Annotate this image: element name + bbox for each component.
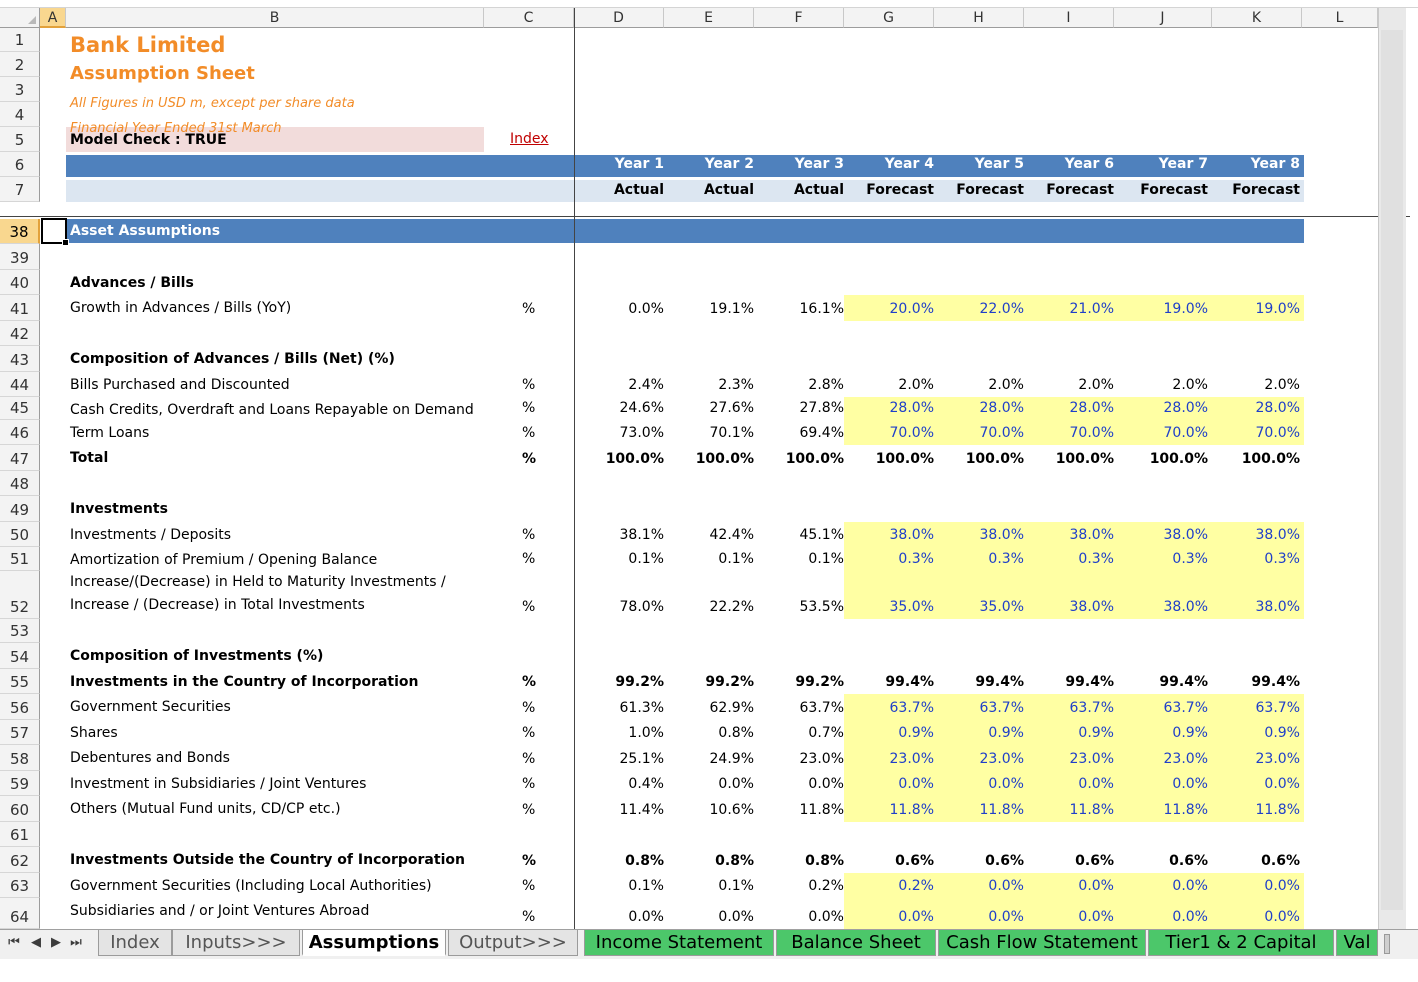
value-r64-y4: 0.0% [898,909,934,925]
model-check-status: Model Check : TRUE [70,132,227,148]
row-header-42[interactable]: 42 [0,321,40,346]
row-label-58: Debentures and Bonds [70,750,230,766]
value-r58-y2: 24.9% [709,751,754,767]
row-label-55: Investments in the Country of Incorporation [70,674,419,690]
row-label-54: Composition of Investments (%) [70,648,324,664]
row-header-1[interactable]: 1 [0,28,40,52]
value-r51-y2: 0.1% [718,551,754,567]
value-r62-y3: 0.8% [805,853,844,869]
value-r50-y8: 38.0% [1255,527,1300,543]
value-r56-y3: 63.7% [799,700,844,716]
year-header-7: Year 7 [1158,156,1208,172]
value-r60-y5: 11.8% [979,802,1024,818]
value-r60-y4: 11.8% [889,802,934,818]
column-header-h[interactable]: H [934,8,1024,28]
year-header-3: Year 3 [794,156,844,172]
column-header-k[interactable]: K [1212,8,1302,28]
value-r51-y4: 0.3% [898,551,934,567]
row-header-2[interactable]: 2 [0,52,40,77]
value-r59-y2: 0.0% [718,776,754,792]
year-header-6: Year 6 [1064,156,1114,172]
value-r44-y7: 2.0% [1172,377,1208,393]
unit-62: % [522,853,537,869]
value-r60-y3: 11.8% [799,802,844,818]
row-header-64[interactable]: 64 [0,898,40,929]
value-r58-y5: 23.0% [979,751,1024,767]
value-r44-y8: 2.0% [1264,377,1300,393]
value-r62-y6: 0.6% [1075,853,1114,869]
row-label-51: Amortization of Premium / Opening Balance [70,552,378,568]
year-header-5: Year 5 [974,156,1024,172]
row-header-52[interactable]: 52 [0,571,40,619]
row-header-46[interactable]: 46 [0,420,40,445]
value-r57-y5: 0.9% [988,725,1024,741]
value-r58-y1: 25.1% [619,751,664,767]
row-header-47[interactable]: 47 [0,445,40,471]
value-r45-y4: 28.0% [889,400,934,416]
value-r63-y7: 0.0% [1172,878,1208,894]
value-r41-y5: 22.0% [979,301,1024,317]
row-label-63: Government Securities (Including Local Authorities) [70,878,432,894]
value-r51-y3: 0.1% [808,551,844,567]
value-r41-y2: 19.1% [709,301,754,317]
row-label-47: Total [70,450,109,466]
value-r44-y5: 2.0% [988,377,1024,393]
value-r64-y2: 0.0% [718,909,754,925]
value-r56-y7: 63.7% [1163,700,1208,716]
value-r60-y2: 10.6% [709,802,754,818]
value-r63-y3: 0.2% [808,878,844,894]
units-note: All Figures in USD m, except per share data [70,96,355,111]
page-title: Bank Limited [70,33,226,57]
value-r51-y8: 0.3% [1264,551,1300,567]
period-type-5: Forecast [956,182,1024,198]
value-r59-y7: 0.0% [1172,776,1208,792]
period-type-7: Forecast [1140,182,1208,198]
value-r51-y1: 0.1% [628,551,664,567]
row-label-52-line2: Increase / (Decrease) in Total Investments [70,597,365,613]
unit-52: % [522,599,536,615]
value-r52-y4: 35.0% [889,599,934,615]
value-r55-y2: 99.2% [705,674,754,690]
row-header-44[interactable]: 44 [0,372,40,397]
value-r47-y3: 100.0% [785,451,844,467]
value-r46-y7: 70.0% [1163,425,1208,441]
freeze-pane-horizontal [0,216,1410,217]
value-r62-y4: 0.6% [895,853,934,869]
value-r52-y5: 35.0% [979,599,1024,615]
row-header-50[interactable]: 50 [0,522,40,547]
value-r46-y8: 70.0% [1255,425,1300,441]
row-label-49: Investments [70,501,168,517]
row-header-57[interactable]: 57 [0,720,40,745]
unit-55: % [522,674,537,690]
sheet-tab-index[interactable]: Index [98,930,172,956]
value-r46-y1: 73.0% [619,425,664,441]
row-header-39[interactable]: 39 [0,244,40,270]
value-r57-y4: 0.9% [898,725,934,741]
value-r51-y7: 0.3% [1172,551,1208,567]
value-r41-y7: 19.0% [1163,301,1208,317]
value-r47-y6: 100.0% [1055,451,1114,467]
row-header-48[interactable]: 48 [0,471,40,496]
section-header-band [66,219,1304,243]
value-r55-y4: 99.4% [885,674,934,690]
unit-56: % [522,700,536,716]
row-header-38[interactable]: 38 [0,219,40,244]
row-header-43[interactable]: 43 [0,346,40,372]
value-r56-y6: 63.7% [1069,700,1114,716]
value-r52-y3: 53.5% [799,599,844,615]
value-r55-y7: 99.4% [1159,674,1208,690]
row-label-46: Term Loans [70,425,150,441]
column-header-g[interactable]: G [844,8,934,28]
sheet-tab-assumptions[interactable]: Assumptions [302,930,446,956]
vertical-scroll-thumb[interactable] [1381,30,1403,910]
value-r59-y4: 0.0% [898,776,934,792]
value-r45-y1: 24.6% [619,400,664,416]
value-r63-y2: 0.1% [718,878,754,894]
sheet-tab-inputs[interactable]: Inputs>>> [172,930,300,956]
value-r45-y7: 28.0% [1163,400,1208,416]
value-r50-y5: 38.0% [979,527,1024,543]
sheet-tab-balance-sheet[interactable]: Balance Sheet [776,930,936,956]
value-r45-y8: 28.0% [1255,400,1300,416]
value-r47-y8: 100.0% [1241,451,1300,467]
value-r47-y2: 100.0% [695,451,754,467]
unit-46: % [522,425,536,441]
unit-51: % [522,551,536,567]
value-r52-y8: 38.0% [1255,599,1300,615]
value-r56-y4: 63.7% [889,700,934,716]
value-r58-y3: 23.0% [799,751,844,767]
unit-60: % [522,802,536,818]
freeze-pane-vertical [574,8,575,929]
value-r47-y1: 100.0% [605,451,664,467]
value-r55-y6: 99.4% [1065,674,1114,690]
period-type-6: Forecast [1046,182,1114,198]
column-header-l[interactable]: L [1302,8,1378,28]
period-type-8: Forecast [1232,182,1300,198]
row-label-56: Government Securities [70,699,231,715]
value-r56-y8: 63.7% [1255,700,1300,716]
row-label-62: Investments Outside the Country of Incorporation [70,852,465,868]
unit-50: % [522,527,536,543]
unit-44: % [522,377,536,393]
value-r59-y8: 0.0% [1264,776,1300,792]
next-sheet-icon[interactable]: ▶ [51,935,61,950]
value-r58-y6: 23.0% [1069,751,1114,767]
formula-bar-edge [0,0,1418,8]
value-r50-y3: 45.1% [799,527,844,543]
value-r46-y5: 70.0% [979,425,1024,441]
value-r55-y3: 99.2% [795,674,844,690]
column-header-i[interactable]: I [1024,8,1114,28]
value-r47-y5: 100.0% [965,451,1024,467]
value-r64-y1: 0.0% [628,909,664,925]
value-r58-y7: 23.0% [1163,751,1208,767]
value-r45-y3: 27.8% [799,400,844,416]
value-r44-y1: 2.4% [628,377,664,393]
period-type-1: Actual [613,182,664,198]
value-r41-y8: 19.0% [1255,301,1300,317]
row-label-50: Investments / Deposits [70,527,232,543]
unit-47: % [522,451,537,467]
row-label-43: Composition of Advances / Bills (Net) (%) [70,351,395,367]
value-r52-y6: 38.0% [1069,599,1114,615]
unit-58: % [522,751,536,767]
value-r63-y1: 0.1% [628,878,664,894]
row-label-59: Investment in Subsidiaries / Joint Ventures [70,776,367,792]
value-r63-y8: 0.0% [1264,878,1300,894]
unit-63: % [522,878,536,894]
active-cell-a38[interactable] [41,218,67,244]
row-label-44: Bills Purchased and Discounted [70,377,290,393]
row-header-56[interactable]: 56 [0,694,40,720]
column-header-f[interactable]: F [754,8,844,28]
column-header-d[interactable]: D [574,8,664,28]
value-r46-y3: 69.4% [799,425,844,441]
row-label-41: Growth in Advances / Bills (YoY) [70,300,292,316]
value-r64-y5: 0.0% [988,909,1024,925]
value-r58-y8: 23.0% [1255,751,1300,767]
year-header-4: Year 4 [884,156,934,172]
value-r57-y2: 0.8% [718,725,754,741]
value-r44-y3: 2.8% [808,377,844,393]
tab-split-handle[interactable] [1384,934,1390,954]
row-header-4[interactable]: 4 [0,102,40,127]
period-type-4: Forecast [866,182,934,198]
value-r51-y6: 0.3% [1078,551,1114,567]
row-header-60[interactable]: 60 [0,796,40,822]
value-r56-y1: 61.3% [619,700,664,716]
value-r63-y4: 0.2% [898,878,934,894]
row-header-6[interactable]: 6 [0,152,40,177]
row-header-62[interactable]: 62 [0,847,40,873]
prev-sheet-icon[interactable]: ◀ [31,935,41,950]
value-r59-y5: 0.0% [988,776,1024,792]
column-header-j[interactable]: J [1114,8,1212,28]
sheet-tab-income-statement[interactable]: Income Statement [584,930,774,956]
value-r63-y6: 0.0% [1078,878,1114,894]
value-r41-y3: 16.1% [799,301,844,317]
value-r59-y6: 0.0% [1078,776,1114,792]
row-header-51[interactable]: 51 [0,547,40,571]
value-r64-y6: 0.0% [1078,909,1114,925]
value-r58-y4: 23.0% [889,751,934,767]
value-r57-y7: 0.9% [1172,725,1208,741]
value-r64-y3: 0.0% [808,909,844,925]
row-header-55[interactable]: 55 [0,669,40,694]
value-r55-y5: 99.4% [975,674,1024,690]
year-header-2: Year 2 [704,156,754,172]
value-r55-y1: 99.2% [615,674,664,690]
row-header-41[interactable]: 41 [0,295,40,321]
value-r62-y7: 0.6% [1169,853,1208,869]
period-type-3: Actual [793,182,844,198]
value-r64-y7: 0.0% [1172,909,1208,925]
unit-57: % [522,725,536,741]
row-header-49[interactable]: 49 [0,496,40,522]
unit-41: % [522,301,536,317]
value-r44-y2: 2.3% [718,377,754,393]
value-r62-y2: 0.8% [715,853,754,869]
select-all-corner[interactable] [0,8,40,28]
sheet-subtitle: Assumption Sheet [70,63,255,84]
row-header-40[interactable]: 40 [0,270,40,295]
column-header-c[interactable]: C [484,8,574,28]
column-header-b[interactable]: B [66,8,484,28]
row-header-5[interactable]: 5 [0,127,40,152]
value-r55-y8: 99.4% [1251,674,1300,690]
value-r56-y5: 63.7% [979,700,1024,716]
value-r50-y4: 38.0% [889,527,934,543]
sheet-tab-output[interactable]: Output>>> [448,930,578,956]
value-r45-y6: 28.0% [1069,400,1114,416]
value-r62-y8: 0.6% [1261,853,1300,869]
row-header-61[interactable]: 61 [0,822,40,847]
section-title: Asset Assumptions [70,223,221,239]
value-r50-y2: 42.4% [709,527,754,543]
row-header-3[interactable]: 3 [0,77,40,102]
value-r46-y6: 70.0% [1069,425,1114,441]
period-type-2: Actual [703,182,754,198]
value-r62-y5: 0.6% [985,853,1024,869]
row-label-60: Others (Mutual Fund units, CD/CP etc.) [70,801,341,817]
value-r60-y1: 11.4% [619,802,664,818]
value-r62-y1: 0.8% [625,853,664,869]
value-r47-y7: 100.0% [1149,451,1208,467]
value-r46-y2: 70.1% [709,425,754,441]
value-r44-y4: 2.0% [898,377,934,393]
row-header-53[interactable]: 53 [0,619,40,643]
value-r56-y2: 62.9% [709,700,754,716]
column-header-e[interactable]: E [664,8,754,28]
value-r46-y4: 70.0% [889,425,934,441]
last-sheet-icon[interactable]: ⏭ [70,935,82,950]
value-r64-y8: 0.0% [1264,909,1300,925]
sheet-tab-cash-flow-statement[interactable]: Cash Flow Statement [938,930,1146,956]
column-header-a[interactable]: A [40,8,66,28]
year-header-8: Year 8 [1250,156,1300,172]
row-header-58[interactable]: 58 [0,745,40,771]
value-r59-y1: 0.4% [628,776,664,792]
row-header-59[interactable]: 59 [0,771,40,796]
sheet-tab-val[interactable]: Val [1336,930,1378,956]
value-r41-y6: 21.0% [1069,301,1114,317]
value-r60-y8: 11.8% [1255,802,1300,818]
unit-45: % [522,400,536,416]
row-label-52: Increase/(Decrease) in Held to Maturity Investments / [70,574,446,590]
value-r60-y6: 11.8% [1069,802,1114,818]
row-label-40: Advances / Bills [70,275,194,291]
value-r45-y2: 27.6% [709,400,754,416]
value-r57-y3: 0.7% [808,725,844,741]
unit-59: % [522,776,536,792]
value-r44-y6: 2.0% [1078,377,1114,393]
index-link[interactable]: Index [510,131,549,147]
row-header-7[interactable]: 7 [0,177,40,202]
row-header-63[interactable]: 63 [0,873,40,898]
value-r51-y5: 0.3% [988,551,1024,567]
first-sheet-icon[interactable]: ⏮ [8,935,20,950]
value-r57-y1: 1.0% [628,725,664,741]
value-r50-y1: 38.1% [619,527,664,543]
row-label-45: Cash Credits, Overdraft and Loans Repayable on Demand [70,402,474,418]
value-r50-y6: 38.0% [1069,527,1114,543]
value-r59-y3: 0.0% [808,776,844,792]
value-r45-y5: 28.0% [979,400,1024,416]
year-end-note: Financial Year Ended 31st March [70,121,282,136]
unit-64: % [522,909,536,925]
value-r57-y8: 0.9% [1264,725,1300,741]
value-r41-y1: 0.0% [628,301,664,317]
row-header-45[interactable]: 45 [0,397,40,420]
value-r57-y6: 0.9% [1078,725,1114,741]
row-label-57: Shares [70,725,118,741]
year-header-1: Year 1 [614,156,664,172]
row-header-54[interactable]: 54 [0,643,40,669]
value-r50-y7: 38.0% [1163,527,1208,543]
value-r47-y4: 100.0% [875,451,934,467]
value-r41-y4: 20.0% [889,301,934,317]
value-r63-y5: 0.0% [988,878,1024,894]
sheet-tab-tier1-2-capital[interactable]: Tier1 & 2 Capital [1148,930,1334,956]
value-r60-y7: 11.8% [1163,802,1208,818]
value-r52-y7: 38.0% [1163,599,1208,615]
value-r52-y1: 78.0% [619,599,664,615]
value-r52-y2: 22.2% [709,599,754,615]
row-label-64: Subsidiaries and / or Joint Ventures Abroad [70,903,370,919]
